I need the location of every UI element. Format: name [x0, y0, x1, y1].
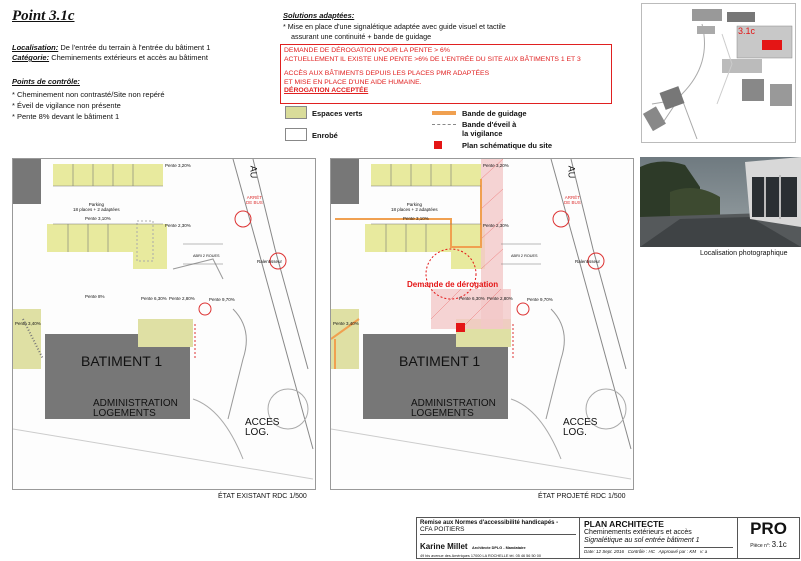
va-text: v: a	[699, 549, 708, 554]
left-log-label: LOG.	[245, 427, 269, 438]
right-pente-630: Pente 6,30%	[459, 296, 485, 301]
right-logements-label: LOGEMENTS	[411, 408, 474, 419]
derogation-accepted: DÉROGATION ACCEPTÉE	[284, 87, 369, 94]
right-road-label: AU	[566, 165, 577, 179]
plan-subtitle-1: Cheminements extérieurs et accès	[584, 529, 692, 536]
legend-enrobe: Enrobé	[312, 131, 338, 140]
legend-green-swatch	[285, 106, 307, 119]
left-plan-caption: ÉTAT EXISTANT RDC 1/500	[218, 493, 307, 500]
photo-caption: Localisation photographique	[700, 250, 788, 257]
legend-bande-eveil-2: la vigilance	[462, 129, 503, 138]
left-pente-280: Pente 2,80%	[169, 296, 195, 301]
right-parking-2: 18 places + 2 adaptées	[391, 207, 438, 212]
left-pente-630: Pente 6,30%	[141, 296, 167, 301]
location-photo	[640, 157, 801, 247]
derogation-line-4: ET MISE EN PLACE D'UNE AIDE HUMAINE.	[284, 78, 422, 86]
controle-text: Contrôle : HC	[627, 549, 656, 554]
legend-plan-schematique: Plan schématique du site	[462, 141, 553, 150]
right-abri: ABRI 2 ROUES	[511, 254, 538, 258]
left-pente-310: Pente 3,10%	[85, 216, 111, 221]
categorie-label: Catégorie:	[12, 53, 50, 62]
solution-line-1: * Mise en place d'une signalétique adaptée avec guide visuel et tactile	[283, 22, 506, 31]
plan-existing	[12, 158, 316, 490]
categorie-text: Cheminements extérieurs et accès au bâtiment	[51, 53, 208, 62]
date-text: Date: 12 Sept. 2016	[584, 549, 625, 554]
localisation-label: Localisation:	[12, 43, 59, 52]
plan-projected	[330, 158, 634, 490]
right-pente-340: Pente 3,40%	[333, 321, 359, 326]
right-parking-label	[391, 202, 438, 212]
right-pente-970: Pente 9,70%	[527, 297, 553, 302]
right-arret-1: ARRÊT	[564, 195, 581, 200]
right-pente-310: Pente 3,10%	[403, 216, 429, 221]
page-title: Point 3.1c	[12, 8, 75, 24]
list-item: * Pente 8% devant le bâtiment 1	[12, 112, 120, 121]
left-batiment-label: BATIMENT 1	[81, 353, 163, 369]
left-pente-230: Pente 2,30%	[165, 223, 191, 228]
left-road-label: AU	[248, 165, 259, 179]
left-arret-2: DE BUS	[246, 200, 263, 205]
title-block-right	[738, 518, 799, 558]
derogation-line-1: DEMANDE DE DÉROGATION POUR LA PENTE > 6%	[284, 47, 450, 54]
list-item: * Éveil de vigilance non présente	[12, 101, 121, 110]
left-acces-block	[245, 418, 279, 438]
architect-title: Architecte DPLG - Mandataire	[472, 546, 526, 550]
list-item: * Cheminement non contrasté/Site non repéré	[12, 90, 165, 99]
left-parking-label	[73, 202, 120, 212]
piece-value: 3.1c	[771, 540, 787, 549]
approuve-text: Approuvé par : KM	[658, 549, 697, 554]
plan-existing-drawing	[13, 159, 316, 490]
legend-bande-eveil	[462, 120, 516, 138]
derogation-box	[280, 44, 612, 104]
right-acces-block	[563, 418, 597, 438]
plan-subtitle-2: Signalétique au sol entrée bâtiment 1	[584, 537, 700, 544]
plan-projected-drawing	[331, 159, 634, 490]
right-parking-1: Parking	[406, 202, 422, 207]
title-block	[416, 517, 800, 559]
left-acces-label: ACCES	[245, 417, 280, 428]
remise-line-1: Remise aux Normes d'accessibilité handicapés -	[420, 520, 559, 526]
right-arret-2: DE BUS	[564, 200, 581, 205]
legend-red-swatch	[434, 141, 442, 149]
site-plan-thumbnail	[641, 3, 796, 143]
solution-line-2: assurant une continuité + bande de guidage	[291, 32, 432, 41]
left-arret-bus	[246, 195, 263, 205]
title-block-middle	[580, 518, 738, 558]
legend-bande-eveil-1: Bande d'éveil à	[462, 120, 517, 129]
plan-title: PLAN ARCHITECTE	[584, 519, 664, 529]
legend-white-swatch	[285, 128, 307, 141]
left-admin-label: ADMINISTRATION	[93, 398, 178, 409]
demande-derogation-label: Demande de dérogation	[407, 280, 499, 289]
legend-dashed-swatch	[432, 124, 456, 125]
title-block-left	[417, 518, 580, 558]
left-pente-8: Pente 8%	[85, 294, 105, 299]
architect-name: Karine Millet	[420, 542, 468, 551]
legend-espaces-verts: Espaces verts	[312, 109, 363, 118]
right-pente-280: Pente 2,80%	[487, 296, 513, 301]
left-parking-1: Parking	[88, 202, 104, 207]
left-arret-1: ARRÊT	[246, 195, 263, 200]
right-arret-bus	[564, 195, 581, 205]
points-controle-heading: Points de contrôle:	[12, 77, 80, 86]
right-plan-caption: ÉTAT PROJETÉ RDC 1/500	[538, 493, 626, 500]
left-logements-label: LOGEMENTS	[93, 408, 156, 419]
date-line	[584, 547, 733, 554]
left-pente-340: Pente 3,40%	[15, 321, 41, 326]
site-plan-drawing	[642, 4, 796, 143]
derogation-line-3: ACCÈS AUX BÂTIMENTS DEPUIS LES PLACES PMR ADAPTÉES	[284, 70, 490, 77]
phase-code: PRO	[750, 519, 787, 538]
site-plan-label: 3.1c	[738, 26, 756, 36]
remise-line-2: CFA POITIERS	[420, 526, 576, 535]
left-ralentisseur: Ralentisseur	[257, 259, 283, 264]
right-admin-label: ADMINISTRATION	[411, 398, 496, 409]
right-ralentisseur: Ralentisseur	[575, 259, 601, 264]
points-controle-list	[12, 89, 165, 122]
right-pente-320: Pente 3,20%	[483, 163, 509, 168]
right-admin-block	[411, 399, 496, 419]
derogation-line-2: ACTUELLEMENT IL EXISTE UNE PENTE >6% DE L'ENTRÉE DU SITE AUX BÂTIMENTS 1 ET 3	[284, 55, 581, 63]
localisation-text: De l'entrée du terrain à l'entrée du bâtiment 1	[60, 43, 211, 52]
architect-address: 49 bis avenue des Amériques 17000 LA ROCHELLE tél. 05 46 56 50 00	[420, 554, 541, 558]
left-pente-320: Pente 3,20%	[165, 163, 191, 168]
solutions-heading: Solutions adaptées:	[283, 11, 355, 20]
piece-label: Pièce n°:	[750, 543, 771, 549]
left-admin-block	[93, 399, 178, 419]
right-log-label: LOG.	[563, 427, 587, 438]
location-photo-drawing	[640, 157, 801, 247]
legend-bande-guidage: Bande de guidage	[462, 109, 527, 118]
localisation-block	[12, 43, 210, 63]
left-pente-970: Pente 9,70%	[209, 297, 235, 302]
left-parking-2: 18 places + 2 adaptées	[73, 207, 120, 212]
right-pente-230: Pente 2,30%	[483, 223, 509, 228]
solutions-text	[283, 22, 593, 42]
left-abri: ABRI 2 ROUES	[193, 254, 220, 258]
right-acces-label: ACCES	[563, 417, 598, 428]
legend-orange-swatch	[432, 111, 456, 115]
right-batiment-label: BATIMENT 1	[399, 353, 481, 369]
